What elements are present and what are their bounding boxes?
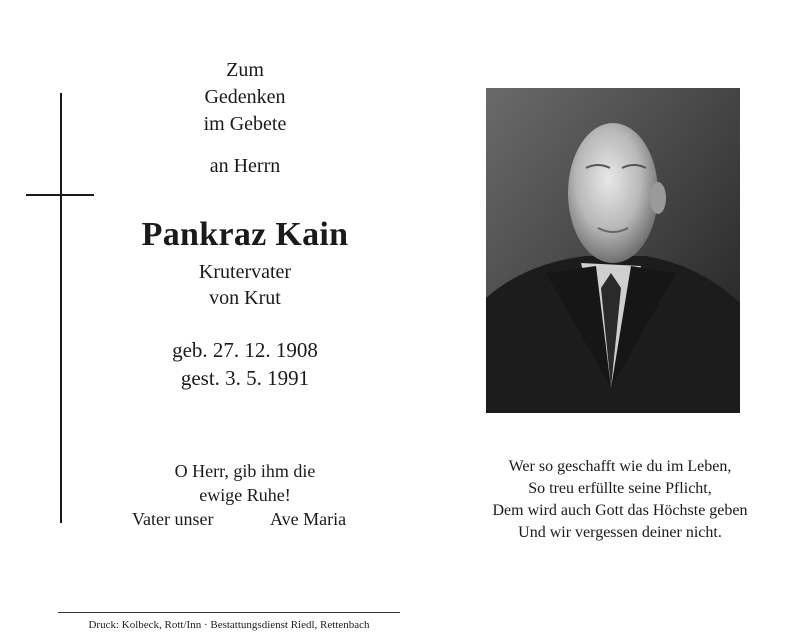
birth-date: geb. 27. 12. 1908 bbox=[172, 338, 318, 362]
heading bbox=[120, 57, 370, 138]
prayer-ave-maria: Ave Maria bbox=[270, 509, 347, 529]
footer-divider bbox=[58, 612, 400, 613]
poem-line-1: Wer so geschafft wie du im Leben, bbox=[508, 458, 732, 475]
poem-line-4: Und wir vergessen deiner nicht. bbox=[518, 524, 722, 541]
portrait-photo bbox=[486, 88, 740, 413]
death-date: gest. 3. 5. 1991 bbox=[180, 366, 310, 390]
poem-line-2: So treu erfüllte seine Pflicht, bbox=[528, 480, 712, 497]
prayer-line-2: ewige Ruhe! bbox=[199, 485, 291, 505]
deceased-name: Pankraz Kain bbox=[141, 216, 349, 253]
portrait-image bbox=[486, 88, 740, 413]
printer-credit: Druck: Kolbeck, Rott/Inn · Bestattungsdienst Riedl, Rettenbach bbox=[88, 619, 370, 631]
heading-line-2: Gedenken bbox=[204, 86, 286, 108]
heading-line-3: im Gebete bbox=[203, 113, 287, 135]
cross-icon-bar bbox=[26, 194, 94, 196]
prayer-vater-unser: Vater unser bbox=[132, 509, 214, 529]
prayer-line-1: O Herr, gib ihm die bbox=[174, 461, 316, 481]
title-line-2: von Krut bbox=[209, 287, 281, 309]
heading-line-1: Zum bbox=[226, 59, 264, 81]
title-line-1: Krutervater bbox=[198, 261, 292, 283]
cross-icon bbox=[60, 93, 62, 523]
poem bbox=[460, 456, 780, 544]
poem-line-3: Dem wird auch Gott das Höchste geben bbox=[492, 502, 748, 519]
salutation: an Herrn bbox=[209, 155, 281, 177]
